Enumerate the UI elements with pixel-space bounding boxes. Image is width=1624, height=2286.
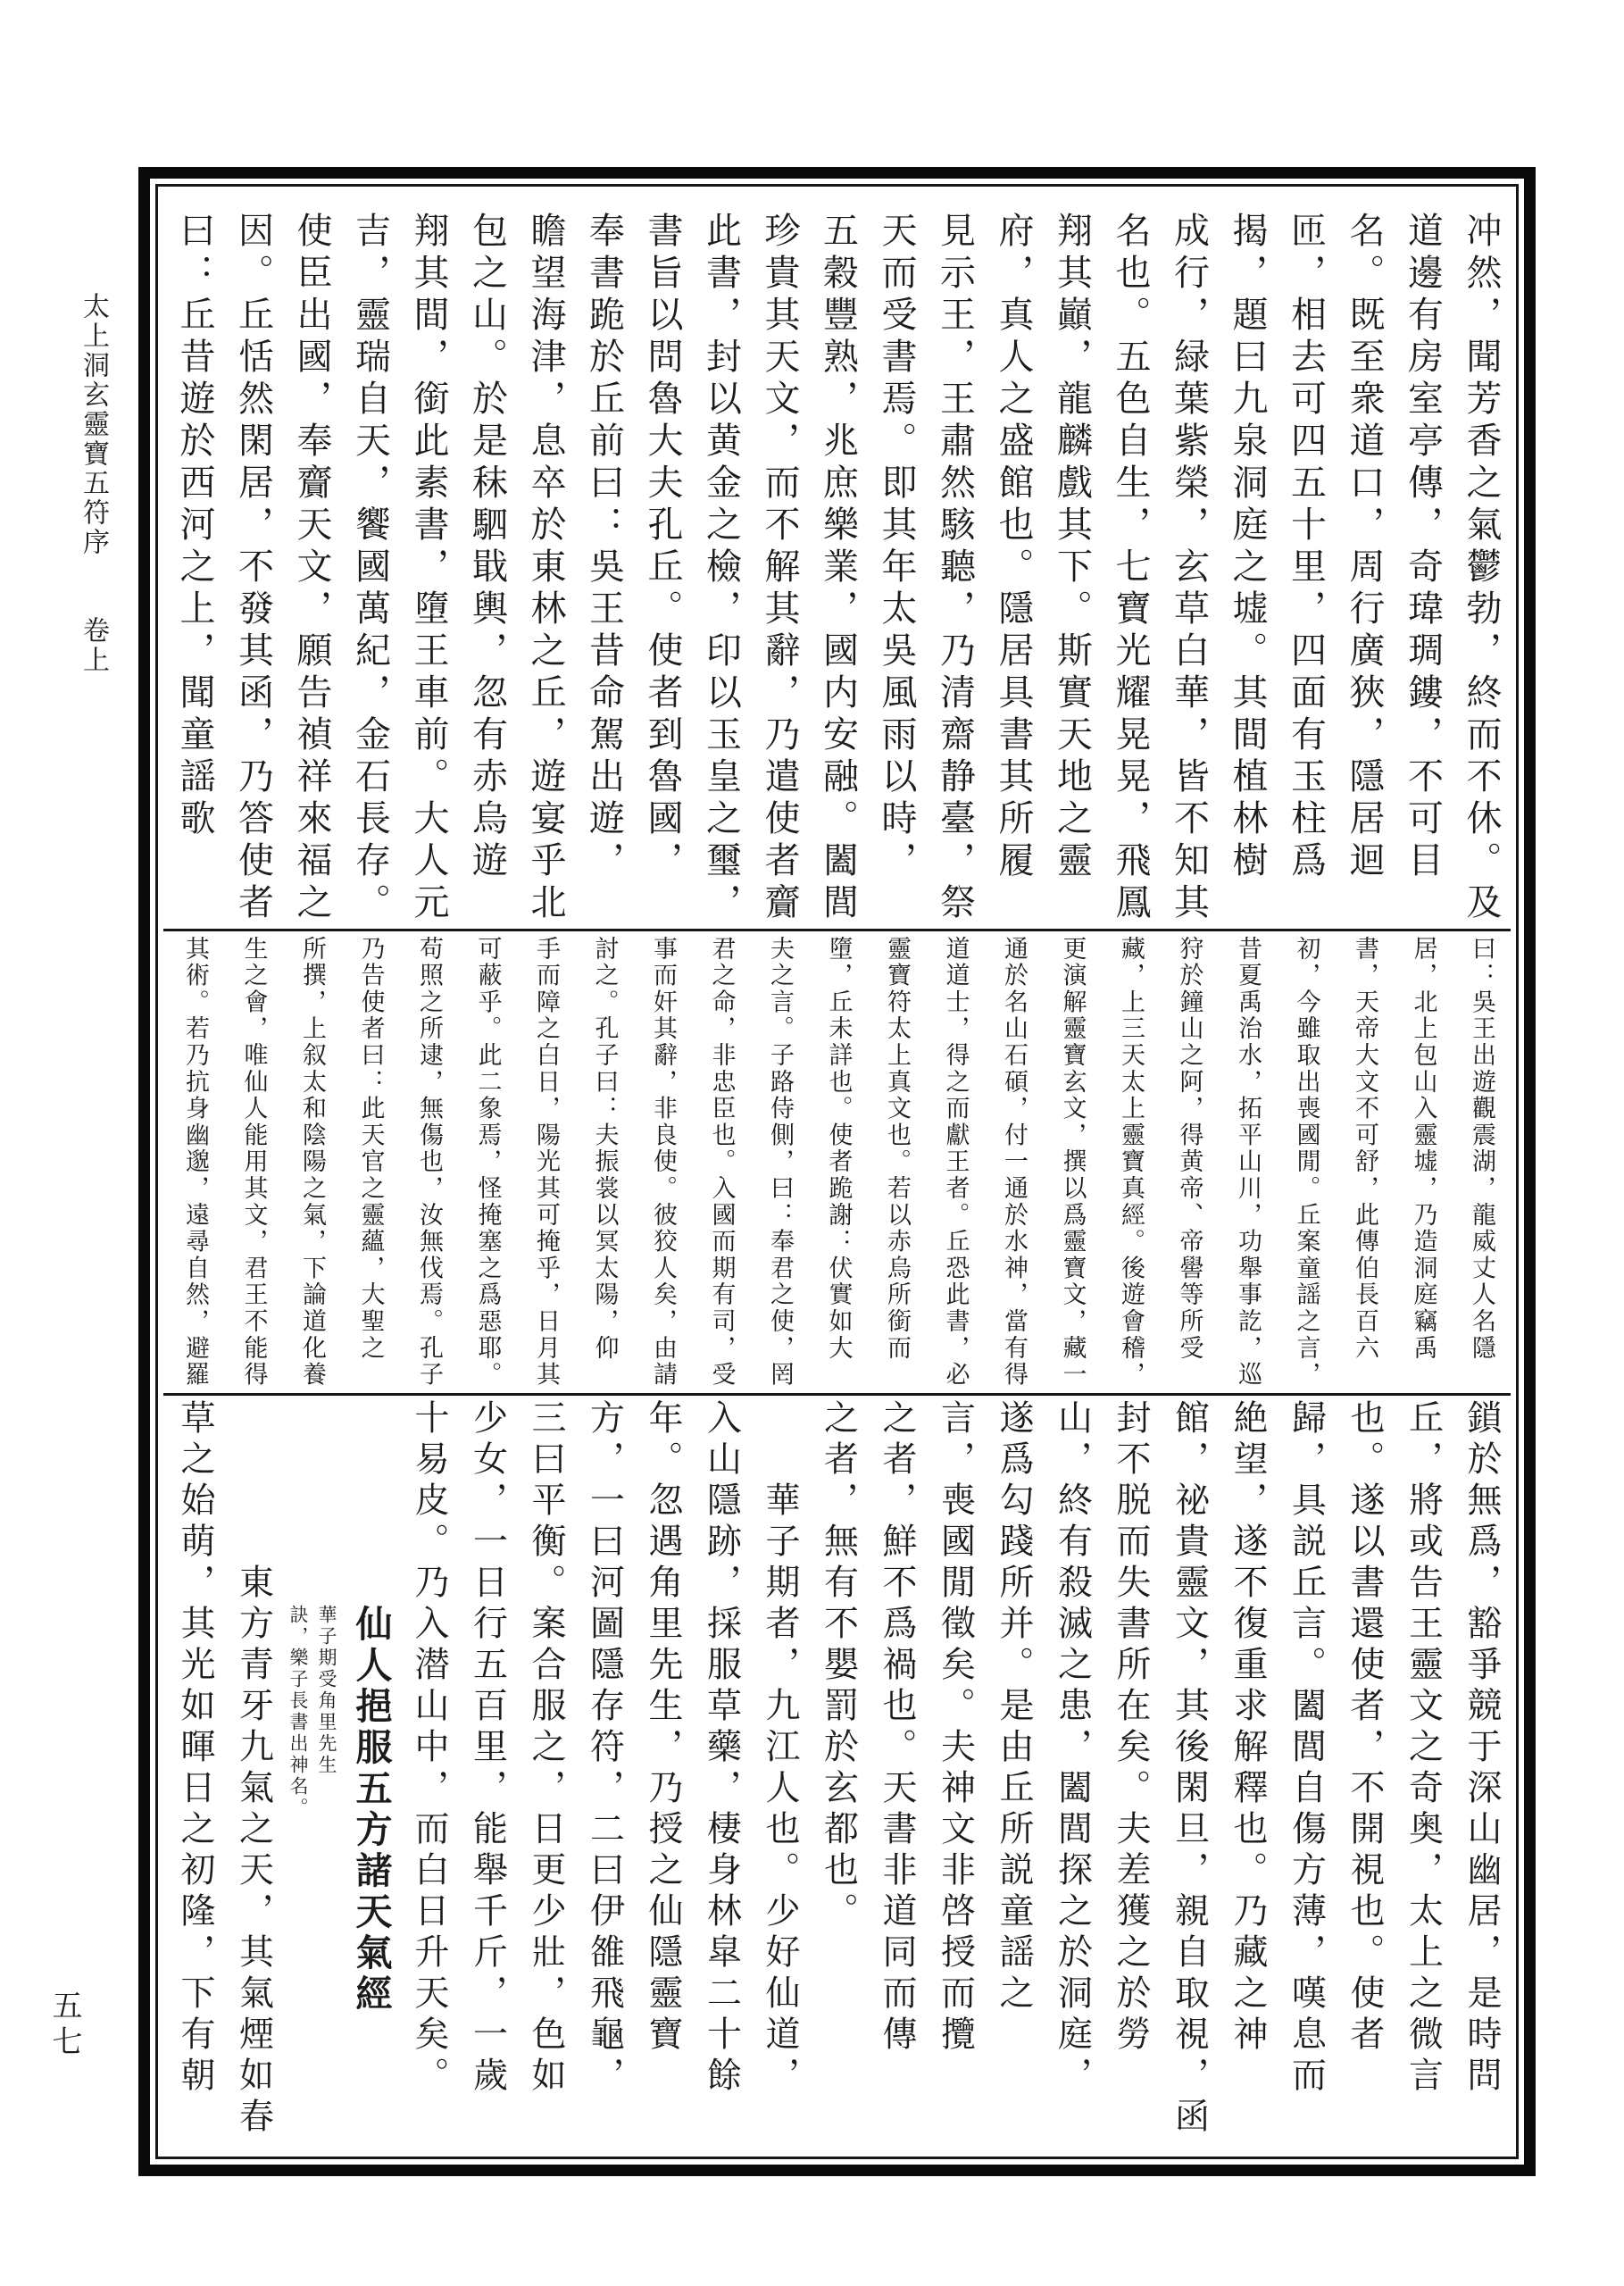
text-column: 靈寶符太上真文也。若以赤烏所銜而 (884, 936, 911, 1362)
text-column: 成行，緑葉紫榮，玄草白華，皆不知其 (1169, 212, 1210, 925)
text-column: 書旨以問魯大夫孔丘。使者到魯國， (643, 212, 683, 883)
text-column: 道道士，得之而獻王者。丘恐此書，必 (942, 936, 970, 1389)
section-title-column: 仙人挹服五方諸天氣經 (350, 1605, 392, 2015)
text-column: 狩於鐘山之阿，得黄帝、帝嚳等所受 (1176, 936, 1203, 1362)
text-column: 墮，丘未詳也。使者跪謝：伏實如大 (825, 936, 853, 1362)
text-column: 也。遂以書還使者，不開視也。使者 (1345, 1399, 1384, 2057)
text-column: 書，天帝大文不可舒，此傳伯長百六 (1352, 936, 1378, 1362)
text-column: 手而障之白日，陽光其可掩乎，日月其 (533, 936, 560, 1389)
text-column: 天而受書焉。即其年太吳風雨以時， (877, 212, 917, 883)
text-column: 翔其間，銜此素書，墮王車前。大人元 (409, 212, 449, 925)
text-column: 生之會，唯仙人能用其文，君王不能得 (240, 936, 268, 1389)
text-column: 歸，具説丘言。闔閭自傷方薄，嘆息而 (1287, 1399, 1326, 2098)
text-column: 更演解靈寶玄文，撰以爲靈寶文，藏一 (1059, 936, 1087, 1389)
text-column: 五穀豐熟，兆庶樂業，國内安融。闔閭 (818, 212, 859, 925)
text-column: 夫之言。子路侍側，曰：奉君之使，罔 (767, 936, 794, 1389)
text-column: 吉，靈瑞自天，饗國萬紀，金石長存。 (350, 212, 391, 925)
text-column: 使臣出國，奉齎天文，願告禎祥來福之 (292, 212, 332, 925)
text-column: 曰：丘昔遊於西河之上，聞童謡歌 (175, 212, 215, 841)
text-column: 鎖於無爲，豁爭競于深山幽居，是時問 (1462, 1399, 1501, 2098)
annotation-line: 訣，樂子長書出神名。 (287, 1605, 309, 1819)
text-column: 丘，將或告王靈文之奇奥，太上之微言 (1403, 1399, 1443, 2098)
text-column: 三曰平衡。案合服之，日更少壯，色如 (527, 1399, 565, 2098)
text-column: 藏，上三天太上靈寶真經。後遊會稽， (1118, 936, 1145, 1389)
text-column: 居，北上包山入靈墟，乃造洞庭竊禹 (1410, 936, 1437, 1362)
text-column: 東方青牙九氣之天，其氣煙如春 (234, 1564, 273, 2139)
annotation-column (283, 1399, 342, 2154)
text-column: 可蔽乎。此二象焉，怪掩塞之爲惡耶。 (474, 936, 502, 1389)
text-column: 此書，封以黄金之檢，印以玉皇之璽， (701, 212, 742, 925)
text-column: 封不脱而失書所在矣。夫差獲之於勞 (1112, 1399, 1150, 2057)
text-column: 絶望，遂不復重求解釋也。乃藏之神 (1228, 1399, 1267, 2057)
text-column: 年。忽遇角里先生，乃授之仙隱靈寶 (644, 1399, 682, 2057)
text-column: 少女，一日行五百里，能舉千斤，一歲 (468, 1399, 507, 2098)
text-column: 初，今雖取出喪國閒。丘案童謡之言， (1293, 936, 1320, 1389)
text-column: 昔夏禹治水，拓平山川，功舉事訖，巡 (1235, 936, 1262, 1389)
text-column: 揭，題曰九泉洞庭之墟。其間植林樹 (1228, 212, 1268, 883)
text-column: 君之命，非忠臣也。入國而期有司，受 (708, 936, 736, 1389)
text-column: 館，祕貴靈文，其後閑旦，親自取視，函 (1170, 1399, 1209, 2139)
text-column: 方，一曰河圖隱存符，二曰伊雒飛龜， (585, 1399, 624, 2098)
page-number: 五七 (47, 1990, 80, 2061)
volume-label: 卷上 (79, 616, 108, 675)
text-column: 十易皮。乃入潜山中，而白日升天矣。 (410, 1399, 448, 2098)
text-column: 包之山。於是秣駟戢輿，忽有赤烏遊 (467, 212, 508, 883)
text-column: 草之始萌，其光如暉日之初隆，下有朝 (176, 1399, 214, 2098)
text-column: 討之。孔子曰：夫振裳以冥太陽，仰 (591, 936, 619, 1362)
text-column: 山，終有殺滅之患，闔閭探之於洞庭， (1053, 1399, 1092, 2098)
text-column: 言，喪國閒徵矣。夫神文非啓授而攬 (936, 1399, 975, 2057)
text-column: 通於名山石碩，付一通於水神，當有得 (1001, 936, 1028, 1389)
register-middle (165, 936, 1511, 1389)
text-column: 府，真人之盛館也。隱居具書其所履 (994, 212, 1034, 883)
register-bottom (165, 1399, 1511, 2154)
text-column: 奉書跪於丘前曰：吳王昔命駕出遊， (584, 212, 625, 883)
text-column: 乃告使者曰：此天官之靈蘊，大聖之 (357, 936, 385, 1362)
text-column: 因。丘恬然閑居，不發其函，乃答使者 (233, 212, 274, 925)
text-column: 之者，鮮不爲禍也。天書非道同而傳 (878, 1399, 916, 2057)
text-column: 其術。若乃抗身幽邈，遠尋自然，避羅 (182, 936, 209, 1389)
text-column: 之者，無有不嬰罰於玄都也。 (819, 1399, 858, 1933)
book-title-sidebar (75, 292, 111, 1631)
text-column: 入山隱跡，採服草藥，棲身林皐二十餘 (702, 1399, 741, 2098)
text-column: 名也。五色自生，七寶光耀晃晃，飛鳳 (1111, 212, 1151, 925)
text-column: 瞻望海津，息卒於東林之丘，遊宴乎北 (526, 212, 566, 925)
text-column: 所撰，上叙太和陰陽之氣，下論道化養 (299, 936, 326, 1389)
text-column: 名。既至衆道口，周行廣狹，隱居迴 (1345, 212, 1385, 883)
book-title-text: 太上洞玄靈寶五符序 (79, 292, 108, 557)
text-column: 事而奸其辭，非良使。彼狡人矣，由請 (650, 936, 677, 1389)
register-top (165, 212, 1511, 926)
register-divider (163, 1393, 1511, 1396)
text-column: 苟照之所逮，無傷也，汝無伐焉。孔子 (416, 936, 443, 1389)
text-column: 珍貴其天文，而不解其辭，乃遣使者齎 (760, 212, 800, 925)
text-column: 遂爲勾踐所并。是由丘所説童謡之 (995, 1399, 1033, 2015)
text-column: 匝，相去可四五十里，四面有玉柱爲 (1286, 212, 1327, 883)
text-column: 見示王，王肅然駭聽，乃清齋静臺，祭 (935, 212, 976, 925)
text-column: 冲然，聞芳香之氣鬱勃，終而不休。及 (1462, 212, 1502, 925)
text-column: 道邊有房室亭傳，奇瑋琱鏤，不可目 (1403, 212, 1444, 883)
text-column: 華子期者，九江人也。少好仙道， (761, 1481, 799, 2098)
annotation-line: 華子期受角里先生 (316, 1605, 337, 1776)
register-divider (163, 929, 1511, 931)
text-column: 翔其巓，龍麟戲其下。斯實天地之靈 (1052, 212, 1093, 883)
text-column: 曰：吳王出遊觀震湖，龍威丈人名隱 (1469, 936, 1495, 1362)
